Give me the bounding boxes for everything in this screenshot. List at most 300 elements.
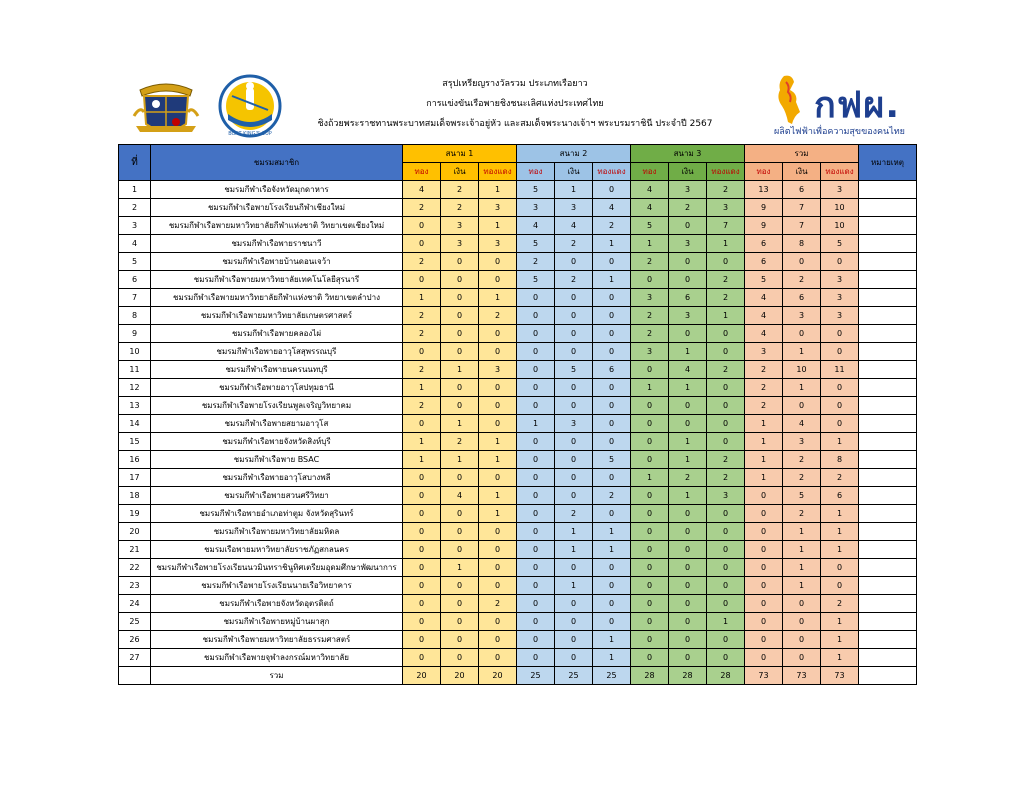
medal-sum-silver: 0 [783,325,821,343]
medal-field3-silver: 0 [669,415,707,433]
medal-field2-bronze: 0 [593,253,631,271]
medal-field2-gold: 0 [517,505,555,523]
club-name: ชมรมกีฬาเรือพายอาวุโสสุพรรณบุรี [151,343,403,361]
medal-sum-bronze: 3 [821,289,859,307]
medal-sum-bronze: 10 [821,199,859,217]
medal-field3-gold: 0 [631,523,669,541]
club-name: ชมรมกีฬาเรือพายมหาวิทยาลัยกีฬาแห่งชาติ วิทยาเขตลำปาง [151,289,403,307]
medal-field3-silver: 1 [669,451,707,469]
club-name: ชมรมกีฬาเรือพายมหาวิทยาลัยมหิดล [151,523,403,541]
club-name: ชมรมกีฬาเรือพายคลองไผ่ [151,325,403,343]
medal-field1-gold: 0 [403,487,441,505]
medal-field1-silver: 0 [441,577,479,595]
club-name: ชมรมกีฬาเรือพายอาวุโสปทุมธานี [151,379,403,397]
medal-field3-gold: 0 [631,631,669,649]
medal-field3-silver: 0 [669,541,707,559]
medal-sum-silver: 4 [783,415,821,433]
medal-field1-gold: 0 [403,559,441,577]
medal-field3-gold: 1 [631,235,669,253]
medal-field1-bronze: 0 [479,577,517,595]
medal-field1-bronze: 0 [479,559,517,577]
club-name: ชมรมกีฬาเรือพายมหาวิทยาลัยธรรมศาสตร์ [151,631,403,649]
header-field-3: สนาม 3 [631,145,745,163]
medal-field3-bronze: 0 [707,325,745,343]
note-cell [859,487,917,505]
medal-field3-gold: 0 [631,541,669,559]
note-cell [859,325,917,343]
medal-field2-bronze: 2 [593,217,631,235]
medal-sum-silver: 5 [783,487,821,505]
medal-sum-gold: 9 [745,199,783,217]
medal-field1-bronze: 3 [479,361,517,379]
table-row [119,505,917,523]
medal-sum-silver: 2 [783,469,821,487]
table-row [119,397,917,415]
medal-field1-bronze: 0 [479,253,517,271]
medal-sum-bronze: 1 [821,541,859,559]
table-row [119,613,917,631]
header-club: ชมรมสมาชิก [151,145,403,181]
medal-field3-bronze: 0 [707,343,745,361]
medal-field1-silver: 3 [441,217,479,235]
medal-field1-bronze: 1 [479,505,517,523]
medal-field1-silver: 0 [441,649,479,667]
medal-field2-gold: 0 [517,649,555,667]
club-name: ชมรมกีฬาเรือพายบ้านดอนเจว้า [151,253,403,271]
medal-sum-silver: 2 [783,271,821,289]
medal-field3-gold: 5 [631,217,669,235]
club-name: ชมรมกีฬาเรือพายหมู่บ้านผาสุก [151,613,403,631]
medal-field2-gold: 5 [517,235,555,253]
medal-field2-bronze: 1 [593,271,631,289]
medal-field2-bronze: 0 [593,289,631,307]
club-name: ชมรมกีฬาเรือพายนครนนทบุรี [151,361,403,379]
medal-field2-silver: 0 [555,379,593,397]
note-cell [859,595,917,613]
table-row [119,181,917,199]
medal-field3-gold: 0 [631,487,669,505]
medal-field2-bronze: 0 [593,181,631,199]
medal-field3-bronze: 0 [707,595,745,613]
medal-table [118,144,917,685]
medal-field2-gold: 3 [517,199,555,217]
medal-field1-bronze: 0 [479,343,517,361]
medal-field2-silver: 0 [555,433,593,451]
medal-field3-silver: 0 [669,325,707,343]
note-cell [859,361,917,379]
club-name: ชมรมกีฬาเรือพายราชนาวี [151,235,403,253]
medal-sum-silver: 7 [783,199,821,217]
row-number: 6 [119,271,151,289]
row-number: 10 [119,343,151,361]
report-title-block [290,74,740,134]
medal-field3-bronze: 2 [707,289,745,307]
rowing-club-crest-logo [130,76,202,140]
row-number: 24 [119,595,151,613]
row-number: 22 [119,559,151,577]
medal-field1-gold: 2 [403,253,441,271]
medal-field1-gold: 0 [403,235,441,253]
sub-header-silver: เงิน [441,163,479,181]
medal-field1-bronze: 2 [479,307,517,325]
medal-field2-gold: 0 [517,397,555,415]
medal-field3-silver: 0 [669,397,707,415]
kings-cup-boat-logo [218,74,282,138]
medal-field3-gold: 4 [631,181,669,199]
header-total: รวม [745,145,859,163]
medal-field3-bronze: 0 [707,415,745,433]
medal-field3-bronze: 2 [707,361,745,379]
medal-field1-silver: 0 [441,505,479,523]
note-cell [859,379,917,397]
medal-field1-gold: 2 [403,199,441,217]
total-field2-bronze: 25 [593,667,631,685]
medal-sum-bronze: 0 [821,379,859,397]
medal-field1-gold: 0 [403,415,441,433]
club-name: ชมรมกีฬาเรือพายมหาวิทยาลัยเทคโนโลยีสุรนารี [151,271,403,289]
medal-field1-silver: 0 [441,289,479,307]
title-line-1: สรุปเหรียญรางวัลรวม ประเภทเรือยาว [442,79,588,89]
medal-field3-bronze: 2 [707,181,745,199]
medal-field1-bronze: 1 [479,217,517,235]
medal-field3-silver: 1 [669,343,707,361]
medal-field1-bronze: 1 [479,289,517,307]
medal-field1-bronze: 1 [479,181,517,199]
medal-sum-bronze: 2 [821,595,859,613]
medal-field1-gold: 0 [403,577,441,595]
medal-field2-silver: 0 [555,649,593,667]
medal-field1-bronze: 0 [479,397,517,415]
note-cell [859,613,917,631]
table-row [119,361,917,379]
medal-field1-silver: 1 [441,361,479,379]
note-cell [859,181,917,199]
medal-sum-silver: 0 [783,595,821,613]
medal-sum-bronze: 3 [821,271,859,289]
totals-note-cell [859,667,917,685]
medal-field2-bronze: 1 [593,631,631,649]
medal-field3-silver: 0 [669,217,707,235]
medal-field1-silver: 2 [441,181,479,199]
medal-field2-silver: 1 [555,181,593,199]
medal-field2-silver: 1 [555,523,593,541]
medal-field1-silver: 0 [441,631,479,649]
egat-logo-text: กฟผ. [814,85,901,126]
note-cell [859,271,917,289]
medal-field1-silver: 0 [441,541,479,559]
medal-field3-gold: 0 [631,361,669,379]
medal-field1-gold: 0 [403,271,441,289]
row-number: 13 [119,397,151,415]
medal-field2-silver: 0 [555,325,593,343]
club-name: ชมรมกีฬาเรือพายมหาวิทยาลัยเกษตรศาสตร์ [151,307,403,325]
medal-sum-gold: 1 [745,415,783,433]
total-sum-gold: 73 [745,667,783,685]
row-number: 5 [119,253,151,271]
medal-field3-silver: 0 [669,559,707,577]
medal-field1-silver: 0 [441,613,479,631]
medal-field1-silver: 0 [441,307,479,325]
medal-field2-silver: 0 [555,487,593,505]
egat-slogan: ผลิตไฟฟ้าเพื่อความสุขของคนไทย [774,127,905,137]
medal-field3-bronze: 0 [707,397,745,415]
medal-field2-silver: 3 [555,199,593,217]
medal-field2-gold: 0 [517,361,555,379]
medal-field2-bronze: 0 [593,559,631,577]
medal-field2-silver: 1 [555,577,593,595]
medal-sum-bronze: 3 [821,181,859,199]
note-cell [859,343,917,361]
note-cell [859,649,917,667]
medal-field1-bronze: 0 [479,469,517,487]
header-no: ที่ [119,145,151,181]
medal-field1-gold: 1 [403,451,441,469]
medal-sum-bronze: 0 [821,325,859,343]
sub-header-silver: เงิน [669,163,707,181]
medal-field2-bronze: 6 [593,361,631,379]
sub-header-silver: เงิน [555,163,593,181]
header-note: หมายเหตุ [859,145,917,181]
note-cell [859,235,917,253]
club-name: ชมรมเรือพายมหาวิทยาลัยราชภัฏสกลนคร [151,541,403,559]
medal-field3-silver: 3 [669,235,707,253]
row-number: 23 [119,577,151,595]
medal-sum-gold: 2 [745,379,783,397]
medal-field2-silver: 2 [555,505,593,523]
medal-sum-silver: 1 [783,379,821,397]
medal-field1-bronze: 0 [479,541,517,559]
medal-field3-bronze: 0 [707,631,745,649]
medal-field3-silver: 4 [669,361,707,379]
medal-field2-bronze: 4 [593,199,631,217]
medal-sum-gold: 2 [745,397,783,415]
title-line-3: ชิงถ้วยพระราชทานพระบาทสมเด็จพระเจ้าอยู่หัว และสมเด็จพระนางเจ้าฯ พระบรมราชินี ประจำปี 2567 [317,119,713,129]
sub-header-bronze: ทองแดง [593,163,631,181]
medal-field2-gold: 0 [517,307,555,325]
medal-field3-gold: 0 [631,613,669,631]
medal-field1-silver: 0 [441,253,479,271]
row-number: 21 [119,541,151,559]
medal-field1-gold: 2 [403,307,441,325]
medal-field3-bronze: 0 [707,379,745,397]
medal-sum-gold: 0 [745,523,783,541]
table-row [119,271,917,289]
medal-field2-silver: 4 [555,217,593,235]
medal-field2-silver: 0 [555,469,593,487]
medal-field2-bronze: 0 [593,343,631,361]
club-name: ชมรมกีฬาเรือพายสยามอาวุโส [151,415,403,433]
table-row [119,595,917,613]
sub-header-gold: ทอง [403,163,441,181]
medal-field3-silver: 0 [669,577,707,595]
medal-sum-bronze: 2 [821,469,859,487]
medal-sum-gold: 0 [745,505,783,523]
medal-field3-bronze: 0 [707,577,745,595]
table-row [119,199,917,217]
sub-header-gold: ทอง [517,163,555,181]
sub-header-gold: ทอง [631,163,669,181]
medal-sum-gold: 0 [745,595,783,613]
medal-sum-bronze: 0 [821,253,859,271]
medal-sum-silver: 3 [783,433,821,451]
row-number: 25 [119,613,151,631]
medal-field2-bronze: 1 [593,523,631,541]
club-name: ชมรมกีฬาเรือพายโรงเรียนนายเรือวิทยาคาร [151,577,403,595]
medal-field2-silver: 0 [555,451,593,469]
total-field3-bronze: 28 [707,667,745,685]
header-field-1: สนาม 1 [403,145,517,163]
medal-field2-gold: 0 [517,559,555,577]
medal-sum-silver: 0 [783,613,821,631]
medal-field2-bronze: 1 [593,235,631,253]
medal-field3-bronze: 2 [707,271,745,289]
medal-field1-gold: 0 [403,217,441,235]
medal-field2-gold: 0 [517,343,555,361]
table-row [119,487,917,505]
medal-field2-gold: 0 [517,433,555,451]
club-name: ชมรมกีฬาเรือพายโรงเรียนพูลเจริญวิทยาคม [151,397,403,415]
medal-field1-gold: 2 [403,325,441,343]
medal-field2-silver: 0 [555,559,593,577]
medal-field3-gold: 0 [631,559,669,577]
medal-field1-bronze: 0 [479,271,517,289]
medal-field1-silver: 0 [441,325,479,343]
medal-sum-gold: 13 [745,181,783,199]
club-name: ชมรมกีฬาเรือจังหวัดมุกดาหาร [151,181,403,199]
medal-field1-bronze: 1 [479,451,517,469]
medal-sum-bronze: 6 [821,487,859,505]
row-number: 16 [119,451,151,469]
note-cell [859,199,917,217]
medal-field3-bronze: 2 [707,451,745,469]
medal-field2-silver: 2 [555,271,593,289]
medal-sum-silver: 0 [783,631,821,649]
medal-field3-gold: 2 [631,253,669,271]
medal-field2-silver: 0 [555,631,593,649]
medal-sum-gold: 3 [745,343,783,361]
medal-field3-gold: 0 [631,577,669,595]
medal-field1-gold: 0 [403,343,441,361]
medal-sum-gold: 0 [745,631,783,649]
medal-field3-silver: 0 [669,613,707,631]
header-field-2: สนาม 2 [517,145,631,163]
medal-field1-bronze: 0 [479,379,517,397]
table-row [119,541,917,559]
medal-field1-bronze: 0 [479,523,517,541]
row-number: 8 [119,307,151,325]
club-name: ชมรมกีฬาเรือพายอาวุโสบางพลี [151,469,403,487]
medal-field2-silver: 3 [555,415,593,433]
medal-sum-silver: 2 [783,451,821,469]
note-cell [859,307,917,325]
total-field1-bronze: 20 [479,667,517,685]
medal-sum-silver: 2 [783,505,821,523]
row-number: 26 [119,631,151,649]
medal-field3-bronze: 3 [707,199,745,217]
table-row [119,217,917,235]
medal-sum-bronze: 5 [821,235,859,253]
medal-sum-gold: 6 [745,235,783,253]
medal-field2-silver: 1 [555,541,593,559]
total-field3-gold: 28 [631,667,669,685]
medal-sum-silver: 10 [783,361,821,379]
row-number: 9 [119,325,151,343]
medal-sum-silver: 6 [783,181,821,199]
medal-sum-silver: 1 [783,577,821,595]
medal-sum-gold: 5 [745,271,783,289]
medal-sum-gold: 4 [745,307,783,325]
medal-field1-silver: 0 [441,343,479,361]
sub-header-gold: ทอง [745,163,783,181]
medal-field2-silver: 5 [555,361,593,379]
club-name: ชมรมกีฬาเรือพายจุฬาลงกรณ์มหาวิทยาลัย [151,649,403,667]
sub-header-bronze: ทองแดง [821,163,859,181]
medal-field1-gold: 0 [403,649,441,667]
medal-sum-gold: 0 [745,613,783,631]
total-sum-bronze: 73 [821,667,859,685]
row-number: 27 [119,649,151,667]
medal-field1-silver: 0 [441,397,479,415]
table-row [119,235,917,253]
medal-field1-bronze: 1 [479,433,517,451]
medal-field2-silver: 0 [555,307,593,325]
medal-field3-bronze: 1 [707,307,745,325]
note-cell [859,415,917,433]
medal-field3-gold: 0 [631,271,669,289]
medal-sum-bronze: 0 [821,577,859,595]
medal-field1-silver: 4 [441,487,479,505]
medal-field2-gold: 0 [517,379,555,397]
medal-field1-gold: 1 [403,289,441,307]
medal-field2-gold: 2 [517,253,555,271]
medal-field1-gold: 0 [403,613,441,631]
note-cell [859,631,917,649]
medal-field3-gold: 3 [631,343,669,361]
medal-field3-silver: 2 [669,199,707,217]
medal-sum-gold: 6 [745,253,783,271]
table-row [119,451,917,469]
medal-sum-bronze: 8 [821,451,859,469]
medal-field2-gold: 0 [517,523,555,541]
medal-field2-silver: 0 [555,595,593,613]
medal-sum-silver: 0 [783,397,821,415]
egat-logo [770,72,920,142]
medal-sum-silver: 6 [783,289,821,307]
medal-sum-gold: 1 [745,433,783,451]
club-name: ชมรมกีฬาเรือพายมหาวิทยาลัยกีฬาแห่งชาติ วิทยาเขตเชียงใหม่ [151,217,403,235]
medal-field2-gold: 0 [517,451,555,469]
medal-field3-silver: 0 [669,505,707,523]
medal-field3-bronze: 3 [707,487,745,505]
club-name: ชมรมกีฬาเรือพายสวนศรีวิทยา [151,487,403,505]
medal-field2-bronze: 0 [593,307,631,325]
row-number: 20 [119,523,151,541]
medal-field1-bronze: 1 [479,487,517,505]
medal-sum-gold: 0 [745,577,783,595]
table-row [119,523,917,541]
medal-field1-gold: 0 [403,505,441,523]
medal-sum-gold: 1 [745,469,783,487]
medal-sum-bronze: 11 [821,361,859,379]
table-row [119,343,917,361]
medal-field2-bronze: 1 [593,541,631,559]
medal-field1-silver: 1 [441,559,479,577]
medal-field3-gold: 0 [631,505,669,523]
row-number: 17 [119,469,151,487]
medal-field2-silver: 2 [555,235,593,253]
medal-field2-bronze: 0 [593,415,631,433]
medal-field1-silver: 0 [441,271,479,289]
